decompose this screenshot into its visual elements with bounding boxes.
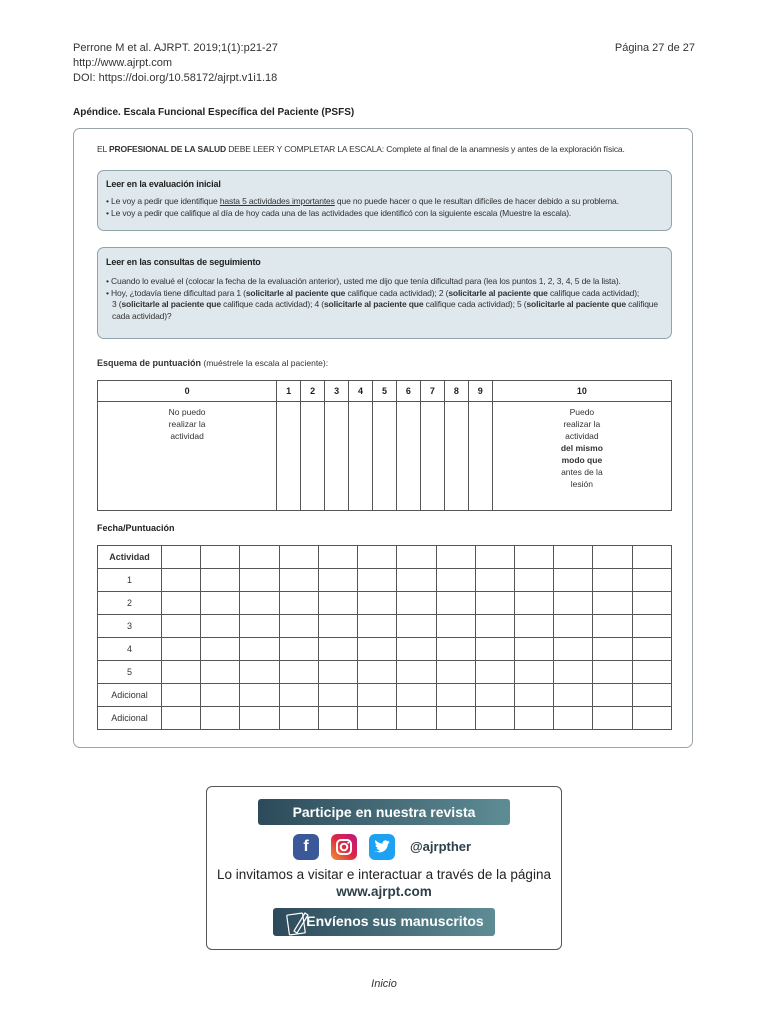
score-entry-cell[interactable] bbox=[279, 707, 318, 730]
score-9: 9 bbox=[468, 381, 492, 402]
pencil-icon bbox=[285, 909, 311, 946]
score-entry-cell[interactable] bbox=[240, 592, 279, 615]
score-entry-cell[interactable] bbox=[436, 615, 475, 638]
score-entry-cell[interactable] bbox=[554, 661, 593, 684]
score-entry-cell[interactable] bbox=[279, 684, 318, 707]
score-entry-cell[interactable] bbox=[632, 661, 671, 684]
score-entry-cell[interactable] bbox=[358, 638, 397, 661]
date-header-cell bbox=[436, 546, 475, 569]
score-5: 5 bbox=[373, 381, 397, 402]
activity-row bbox=[98, 684, 672, 707]
submit-manuscripts-button[interactable] bbox=[273, 908, 495, 936]
date-header-cell bbox=[397, 546, 436, 569]
score-entry-cell[interactable] bbox=[279, 569, 318, 592]
score-entry-cell[interactable] bbox=[162, 707, 201, 730]
score-entry-cell[interactable] bbox=[593, 569, 632, 592]
score-entry-cell[interactable] bbox=[162, 569, 201, 592]
score-entry-cell[interactable] bbox=[279, 661, 318, 684]
activity-header: Actividad bbox=[98, 546, 162, 569]
score-entry-cell[interactable] bbox=[632, 592, 671, 615]
score-entry-cell[interactable] bbox=[162, 638, 201, 661]
score-cell bbox=[420, 402, 444, 511]
activity-label: 5 bbox=[98, 661, 162, 684]
scoring-title-line bbox=[97, 358, 328, 368]
activity-row bbox=[98, 615, 672, 638]
score-entry-cell[interactable] bbox=[554, 592, 593, 615]
score-entry-cell[interactable] bbox=[436, 592, 475, 615]
score-entry-cell[interactable] bbox=[240, 615, 279, 638]
score-entry-cell[interactable] bbox=[318, 569, 357, 592]
score-entry-cell[interactable] bbox=[632, 569, 671, 592]
date-header-cell bbox=[593, 546, 632, 569]
score-7: 7 bbox=[420, 381, 444, 402]
date-header-cell bbox=[240, 546, 279, 569]
followup-line-1: • Cuando lo evalué el (colocar la fecha de la evaluación anterior), usted me dijo que tenía dificultad para (lea los puntos 1, 2, 3, 4, 5 de la lista). bbox=[106, 276, 621, 286]
score-entry-cell[interactable] bbox=[201, 615, 240, 638]
score-entry-cell[interactable] bbox=[201, 661, 240, 684]
score-entry-cell[interactable] bbox=[554, 638, 593, 661]
score-entry-cell[interactable] bbox=[475, 592, 514, 615]
score-entry-cell[interactable] bbox=[201, 592, 240, 615]
score-2: 2 bbox=[301, 381, 325, 402]
score-entry-cell[interactable] bbox=[554, 684, 593, 707]
score-cell bbox=[373, 402, 397, 511]
intro-text bbox=[97, 144, 625, 156]
promo-text: Lo invitamos a visitar e interactuar a través de la página bbox=[217, 867, 551, 882]
score-entry-cell[interactable] bbox=[318, 661, 357, 684]
activity-label: Adicional bbox=[98, 684, 162, 707]
activity-label: 3 bbox=[98, 615, 162, 638]
footer-home-link[interactable]: Inicio bbox=[371, 978, 397, 990]
activity-label: Adicional bbox=[98, 707, 162, 730]
score-entry-cell[interactable] bbox=[318, 707, 357, 730]
journal-url[interactable]: http://www.ajrpt.com bbox=[73, 57, 173, 69]
score-cell bbox=[396, 402, 420, 511]
followup-line-2: • Hoy, ¿todavía tiene dificultad para 1 (solicitarle al paciente que califique cada actividad); 2 (solicitarle al paciente que califique cada actividad); bbox=[106, 287, 640, 298]
score-entry-cell[interactable] bbox=[162, 592, 201, 615]
activity-row bbox=[98, 707, 672, 730]
instagram-icon[interactable] bbox=[331, 834, 357, 860]
score-entry-cell[interactable] bbox=[201, 638, 240, 661]
score-entry-cell[interactable] bbox=[632, 684, 671, 707]
date-header-cell bbox=[279, 546, 318, 569]
intro-bold: PROFESIONAL DE LA SALUD bbox=[109, 144, 226, 154]
score-10-label: Puedo realizar la actividad del mismo modo que antes de la lesión bbox=[492, 402, 671, 511]
scoring-note: (muéstrele la escala al paciente): bbox=[201, 358, 329, 368]
score-entry-cell[interactable] bbox=[514, 592, 553, 615]
score-entry-cell[interactable] bbox=[554, 569, 593, 592]
score-entry-cell[interactable] bbox=[632, 707, 671, 730]
scoring-header-row bbox=[98, 381, 672, 402]
activity-row bbox=[98, 569, 672, 592]
score-entry-cell[interactable] bbox=[475, 638, 514, 661]
social-handle[interactable]: @ajrpther bbox=[410, 839, 472, 854]
score-entry-cell[interactable] bbox=[162, 661, 201, 684]
initial-evaluation-box bbox=[97, 170, 672, 231]
score-entry-cell[interactable] bbox=[240, 707, 279, 730]
score-cell bbox=[277, 402, 301, 511]
score-entry-cell[interactable] bbox=[162, 615, 201, 638]
score-entry-cell[interactable] bbox=[397, 638, 436, 661]
score-entry-cell[interactable] bbox=[436, 661, 475, 684]
doi[interactable]: DOI: https://doi.org/10.58172/ajrpt.v1i1.18 bbox=[73, 72, 278, 84]
score-entry-cell[interactable] bbox=[318, 615, 357, 638]
score-6: 6 bbox=[396, 381, 420, 402]
score-entry-cell[interactable] bbox=[514, 661, 553, 684]
score-cell bbox=[349, 402, 373, 511]
followup-line-4: cada actividad)? bbox=[112, 310, 172, 321]
score-10: 10 bbox=[492, 381, 671, 402]
followup-box bbox=[97, 247, 672, 339]
activity-header-row bbox=[98, 546, 672, 569]
facebook-icon[interactable]: f bbox=[293, 834, 319, 860]
followup-line-3: 3 (solicitarle al paciente que califique cada actividad); 4 (solicitarle al paciente que califique cada actividad); 5 (solicitarle al paciente que califique bbox=[112, 299, 658, 309]
score-entry-cell[interactable] bbox=[201, 569, 240, 592]
score-entry-cell[interactable] bbox=[279, 615, 318, 638]
score-cell bbox=[444, 402, 468, 511]
score-entry-cell[interactable] bbox=[358, 615, 397, 638]
initial-line-1 bbox=[106, 196, 666, 208]
score-entry-cell[interactable] bbox=[397, 684, 436, 707]
participate-banner[interactable]: Participe en nuestra revista bbox=[258, 799, 510, 825]
date-header-cell bbox=[632, 546, 671, 569]
score-entry-cell[interactable] bbox=[593, 638, 632, 661]
appendix-title: Apéndice. Escala Funcional Específica del Paciente (PSFS) bbox=[73, 107, 355, 118]
score-entry-cell[interactable] bbox=[593, 707, 632, 730]
score-entry-cell[interactable] bbox=[318, 638, 357, 661]
score-entry-cell[interactable] bbox=[240, 684, 279, 707]
score-entry-cell[interactable] bbox=[318, 684, 357, 707]
score-0-label: No puedo realizar la actividad bbox=[98, 402, 277, 511]
date-header-cell bbox=[514, 546, 553, 569]
intro-prefix: EL bbox=[97, 144, 109, 154]
score-entry-cell[interactable] bbox=[632, 615, 671, 638]
scoring-table bbox=[97, 380, 672, 511]
score-0: 0 bbox=[98, 381, 277, 402]
score-entry-cell[interactable] bbox=[632, 638, 671, 661]
submit-manuscripts-label: Envíenos sus manuscritos bbox=[306, 913, 484, 929]
score-entry-cell[interactable] bbox=[593, 661, 632, 684]
scoring-title: Esquema de puntuación bbox=[97, 358, 202, 368]
score-entry-cell[interactable] bbox=[358, 592, 397, 615]
score-entry-cell[interactable] bbox=[514, 684, 553, 707]
initial-line1-underlined: hasta 5 actividades importantes bbox=[219, 196, 335, 206]
score-entry-cell[interactable] bbox=[201, 684, 240, 707]
score-entry-cell[interactable] bbox=[279, 638, 318, 661]
score-entry-cell[interactable] bbox=[436, 684, 475, 707]
activity-row bbox=[98, 661, 672, 684]
score-entry-cell[interactable] bbox=[436, 638, 475, 661]
score-entry-cell[interactable] bbox=[554, 707, 593, 730]
activity-table bbox=[97, 545, 672, 730]
initial-lines bbox=[106, 196, 666, 219]
followup-title: Leer en las consultas de seguimiento bbox=[106, 257, 261, 267]
score-entry-cell[interactable] bbox=[514, 569, 553, 592]
score-entry-cell[interactable] bbox=[318, 592, 357, 615]
score-entry-cell[interactable] bbox=[397, 707, 436, 730]
activity-label: 2 bbox=[98, 592, 162, 615]
score-entry-cell[interactable] bbox=[475, 684, 514, 707]
score-3: 3 bbox=[325, 381, 349, 402]
initial-title: Leer en la evaluación inicial bbox=[106, 179, 221, 189]
running-header bbox=[73, 41, 278, 86]
score-entry-cell[interactable] bbox=[397, 615, 436, 638]
score-entry-cell[interactable] bbox=[201, 707, 240, 730]
score-cell bbox=[325, 402, 349, 511]
date-header-cell bbox=[554, 546, 593, 569]
date-header-cell bbox=[201, 546, 240, 569]
score-cell bbox=[468, 402, 492, 511]
score-entry-cell[interactable] bbox=[593, 615, 632, 638]
score-entry-cell[interactable] bbox=[475, 569, 514, 592]
initial-line-2: • Le voy a pedir que califique al día de hoy cada una de las actividades que identificó con la siguiente escala (Muestre la escala). bbox=[106, 207, 572, 218]
score-8: 8 bbox=[444, 381, 468, 402]
score-entry-cell[interactable] bbox=[358, 569, 397, 592]
initial-line1-a: • Le voy a pedir que identifique bbox=[106, 196, 220, 206]
activity-row bbox=[98, 592, 672, 615]
score-entry-cell[interactable] bbox=[279, 592, 318, 615]
score-entry-cell[interactable] bbox=[514, 638, 553, 661]
score-entry-cell[interactable] bbox=[358, 707, 397, 730]
date-header-cell bbox=[162, 546, 201, 569]
followup-lines bbox=[106, 276, 668, 322]
twitter-icon[interactable] bbox=[369, 834, 395, 860]
score-entry-cell[interactable] bbox=[593, 684, 632, 707]
score-entry-cell[interactable] bbox=[240, 638, 279, 661]
date-score-title: Fecha/Puntuación bbox=[97, 523, 175, 533]
score-entry-cell[interactable] bbox=[397, 569, 436, 592]
score-entry-cell[interactable] bbox=[240, 661, 279, 684]
scoring-description-row bbox=[98, 402, 672, 511]
citation: Perrone M et al. AJRPT. 2019;1(1):p21-27 bbox=[73, 42, 278, 54]
score-entry-cell[interactable] bbox=[162, 684, 201, 707]
score-entry-cell[interactable] bbox=[593, 592, 632, 615]
activity-label: 1 bbox=[98, 569, 162, 592]
score-entry-cell[interactable] bbox=[475, 661, 514, 684]
score-entry-cell[interactable] bbox=[358, 684, 397, 707]
score-entry-cell[interactable] bbox=[436, 707, 475, 730]
promo-site[interactable]: www.ajrpt.com bbox=[336, 884, 432, 899]
activity-label: 4 bbox=[98, 638, 162, 661]
score-entry-cell[interactable] bbox=[514, 615, 553, 638]
score-entry-cell[interactable] bbox=[397, 592, 436, 615]
page-number: Página 27 de 27 bbox=[614, 42, 695, 54]
score-entry-cell[interactable] bbox=[358, 661, 397, 684]
score-entry-cell[interactable] bbox=[397, 661, 436, 684]
score-entry-cell[interactable] bbox=[436, 569, 475, 592]
date-header-cell bbox=[475, 546, 514, 569]
score-entry-cell[interactable] bbox=[514, 707, 553, 730]
initial-line1-b: que no puede hacer o que le resultan difíciles de hacer debido a su problema. bbox=[334, 196, 619, 206]
score-entry-cell[interactable] bbox=[475, 615, 514, 638]
date-header-cell bbox=[318, 546, 357, 569]
score-4: 4 bbox=[349, 381, 373, 402]
score-cell bbox=[301, 402, 325, 511]
intro-rest: DEBE LEER Y COMPLETAR LA ESCALA: Complete al final de la anamnesis y antes de la exploración física. bbox=[225, 144, 625, 154]
score-entry-cell[interactable] bbox=[240, 569, 279, 592]
score-1: 1 bbox=[277, 381, 301, 402]
date-header-cell bbox=[358, 546, 397, 569]
score-entry-cell[interactable] bbox=[554, 615, 593, 638]
score-entry-cell[interactable] bbox=[475, 707, 514, 730]
activity-row bbox=[98, 638, 672, 661]
